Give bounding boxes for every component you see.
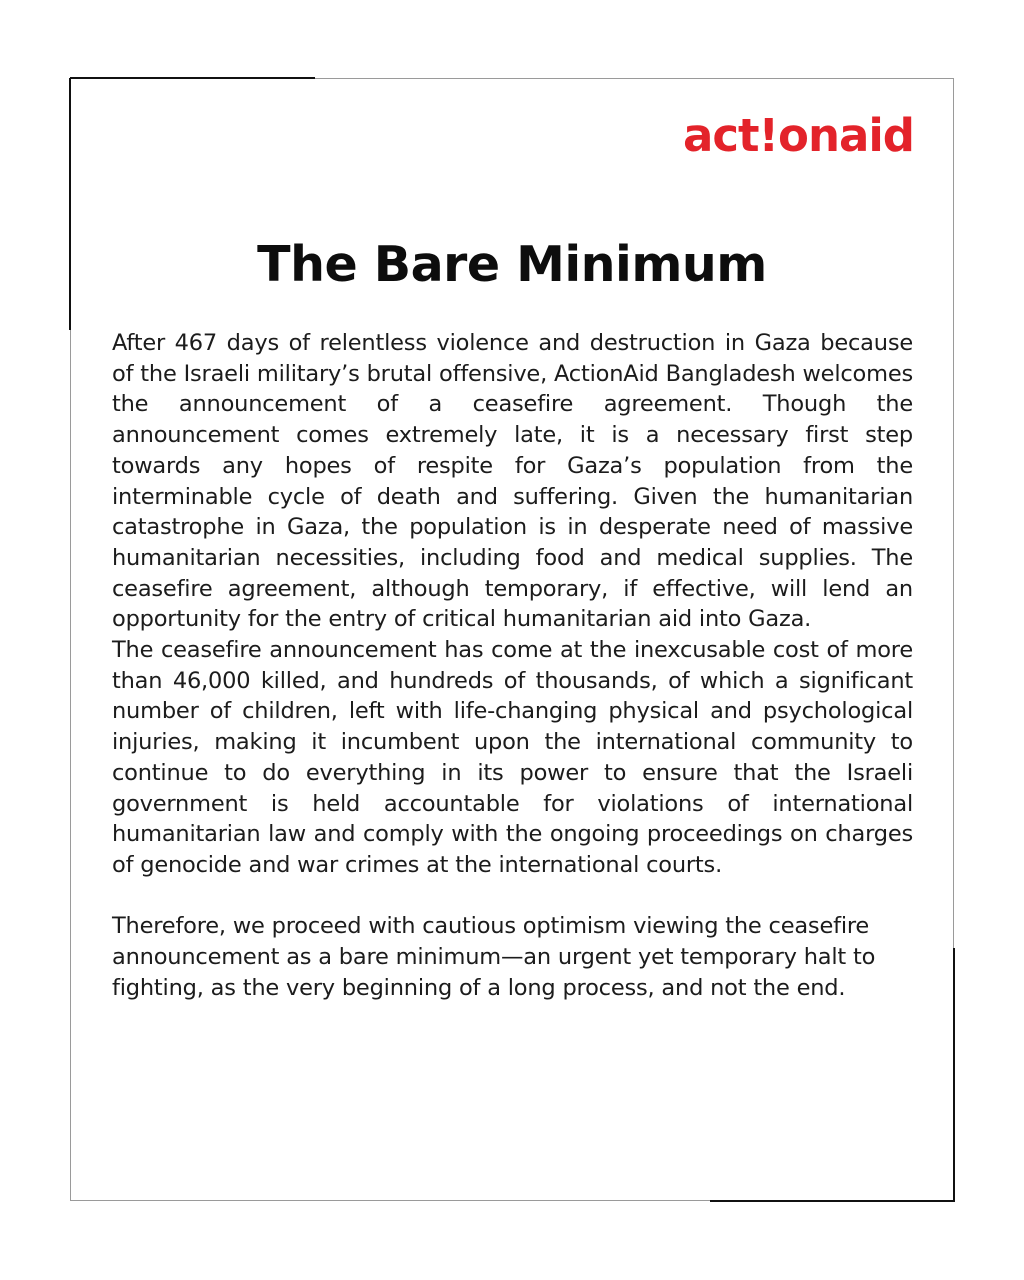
frame-accent-right: [953, 948, 955, 1201]
frame-accent-top: [70, 77, 315, 79]
paragraph-2: The ceasefire announcement has come at the inexcusable cost of more than 46,000 killed, and hundreds of thousands, of which a significant number of children, left with life-changing physical and psychological injuries, making it incumbent upon the international community to continue to do everything in its power to ensure that the Israeli government is held accountable for violations of international humanitarian law and comply with the ongoing proceedings on charges of genocide and war crimes at the international courts.: [112, 637, 913, 878]
paragraph-3: Therefore, we proceed with cautious optimism viewing the ceasefire announcement as a bare minimum—an urgent yet temporary halt to fighting, as the very beginning of a long process, and not the end.: [112, 913, 876, 1001]
paragraph-1: After 467 days of relentless violence and destruction in Gaza because of the Israeli military’s brutal offensive, ActionAid Bangladesh welcomes the announcement of a ceasefire agreement. Though the announcement comes extremely late, it is a necessary first step towards any hopes of respite for Gaza’s population from the interminable cycle of death and suffering. Given the humanitarian catastrophe in Gaza, the population is in desperate need of massive humanitarian necessities, including food and medical supplies. The ceasefire agreement, although temporary, if effective, will lend an opportunity for the entry of critical humanitarian aid into Gaza.: [112, 330, 913, 633]
statement-body: [112, 328, 913, 1003]
page-title: The Bare Minimum: [257, 236, 767, 293]
frame-accent-bottom: [710, 1200, 955, 1202]
actionaid-logo: act!onaid: [682, 109, 914, 162]
